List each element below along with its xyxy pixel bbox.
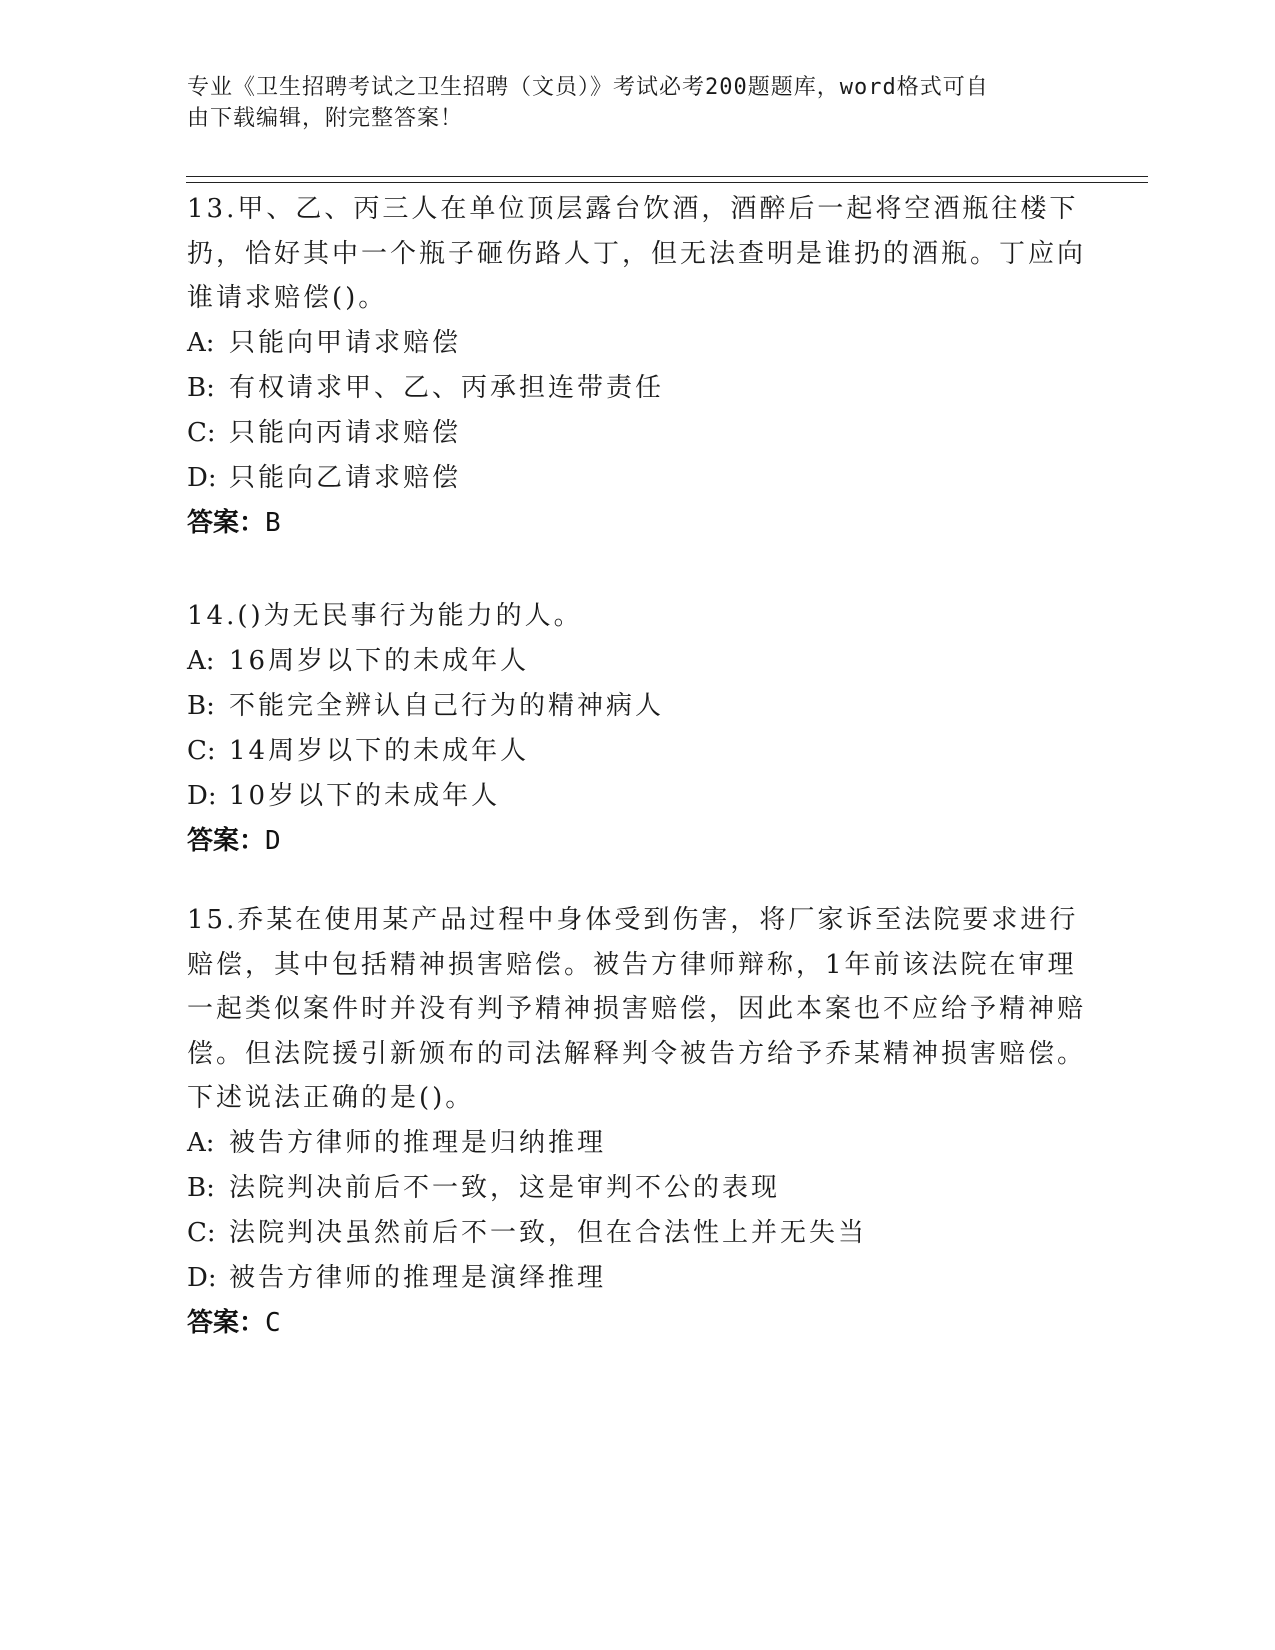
option-text: 只能向丙请求赔偿 [229,417,462,448]
option-d [187,774,1087,819]
option-letter: C: [187,1217,216,1248]
option-text: 不能完全辨认自己行为的精神病人 [229,690,665,721]
answer-label: 答案： [187,825,266,856]
question-15 [187,898,1087,1346]
option-letter: D: [187,1262,217,1293]
option-text: 10岁以下的未成年人 [229,780,501,811]
option-text: 只能向乙请求赔偿 [229,462,462,493]
option-text: 有权请求甲、乙、丙承担连带责任 [229,372,665,403]
option-letter: A: [187,645,215,676]
option-text: 16周岁以下的未成年人 [229,645,530,676]
option-text: 被告方律师的推理是演绎推理 [229,1262,607,1293]
option-text: 被告方律师的推理是归纳推理 [229,1127,607,1158]
answer-value: C [265,1307,281,1338]
answer-label: 答案： [187,507,266,538]
option-b [187,366,1087,411]
option-a [187,639,1087,684]
answer-value: D [265,825,281,856]
option-letter: A: [187,327,215,358]
option-letter: C: [187,735,216,766]
option-c [187,1211,1087,1256]
answer-line [187,1301,1087,1346]
option-text: 14周岁以下的未成年人 [229,735,530,766]
option-letter: B: [187,372,215,403]
question-stem: 13.甲、乙、丙三人在单位顶层露台饮酒，酒醉后一起将空酒瓶往楼下扔，恰好其中一个瓶子砸伤路人丁，但无法查明是谁扔的酒瓶。丁应向谁请求赔偿()。 [187,194,1087,313]
option-list [187,321,1087,501]
header-divider-top [186,176,1148,177]
document-header [187,72,1067,134]
option-b [187,1166,1087,1211]
option-c [187,729,1087,774]
option-b [187,684,1087,729]
option-letter: C: [187,417,216,448]
option-list [187,1121,1087,1301]
header-line-2: 由下载编辑，附完整答案！ [187,106,464,131]
option-c [187,411,1087,456]
question-stem: 14.()为无民事行为能力的人。 [187,601,583,631]
question-14 [187,594,1087,864]
option-letter: D: [187,462,217,493]
option-letter: B: [187,690,215,721]
option-a [187,1121,1087,1166]
option-a [187,321,1087,366]
question-stem: 15.乔某在使用某产品过程中身体受到伤害，将厂家诉至法院要求进行赔偿，其中包括精神损害赔偿。被告方律师辩称，1年前该法院在审理一起类似案件时并没有判予精神损害赔偿，因此本案也不应给予精神赔偿。但法院援引新颁布的司法解释判令被告方给予乔某精神损害赔偿。下述说法正确的是()。 [187,905,1087,1113]
option-letter: D: [187,780,217,811]
answer-label: 答案： [187,1307,266,1338]
option-list [187,639,1087,819]
option-text: 只能向甲请求赔偿 [229,327,462,358]
option-d [187,456,1087,501]
option-letter: A: [187,1127,215,1158]
header-divider-bottom [186,182,1148,183]
header-line-1: 专业《卫生招聘考试之卫生招聘（文员）》考试必考200题题库，word格式可自 [187,75,989,100]
question-13 [187,187,1087,546]
answer-line [187,501,1087,546]
option-text: 法院判决虽然前后不一致，但在合法性上并无失当 [229,1217,868,1248]
option-d [187,1256,1087,1301]
option-letter: B: [187,1172,215,1203]
option-text: 法院判决前后不一致，这是审判不公的表现 [229,1172,781,1203]
answer-line [187,819,1087,864]
answer-value: B [265,507,281,538]
